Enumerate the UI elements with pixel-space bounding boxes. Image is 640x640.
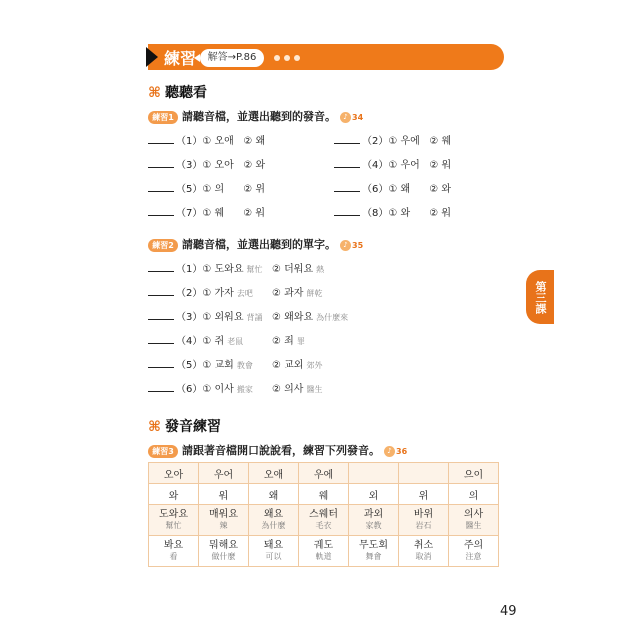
question-item[interactable]: （5）① 교회 教會 (148, 356, 253, 371)
table-cell: 봐요 看 (149, 536, 199, 567)
audio-icon[interactable]: ♪ (340, 240, 351, 251)
table-row (149, 536, 499, 567)
question-item[interactable]: （3）① 외워요 背誦 (148, 308, 263, 323)
section-listen-title: ⌘ 聽聽看 (148, 85, 207, 101)
exercise1-instruction-row: 練習1 請聽音檔，並選出聽到的發音。 ♪ 34 (148, 108, 363, 124)
pronunciation-table (148, 462, 499, 567)
question-option: ② 과자 餅乾 (272, 288, 323, 299)
table-cell: 뭐해요 做什麼 (199, 536, 249, 567)
question-item[interactable]: （5）① 의 ② 위 (148, 180, 265, 195)
question-item[interactable]: （6）① 왜 ② 와 (334, 180, 451, 195)
question-item[interactable]: （4）① 쥐 老鼠 (148, 332, 243, 347)
question-item[interactable]: （3）① 오아 ② 와 (148, 156, 265, 171)
table-cell: 스웨터 毛衣 (299, 505, 349, 536)
table-row (149, 505, 499, 536)
exercise-badge: 練習3 (148, 445, 178, 458)
decor-dot (294, 55, 300, 61)
table-cell: 취소 取消 (399, 536, 449, 567)
exercise-badge: 練習2 (148, 239, 178, 252)
table-cell: 오아 (149, 463, 199, 484)
command-icon: ⌘ (148, 85, 161, 101)
exercise3-instruction-row: 練習3 請跟著音檔開口說說看，練習下列發音。 ♪ 36 (148, 442, 407, 458)
chapter-side-tab[interactable]: 第三課 (526, 270, 554, 324)
practice-title: 練習 (164, 49, 197, 68)
play-arrow-icon (146, 47, 158, 67)
question-option: ② 왜와요 為什麼來 (272, 312, 349, 323)
table-cell: 위 (399, 484, 449, 505)
table-cell: 왜요 為什麼 (249, 505, 299, 536)
table-cell (399, 463, 449, 484)
audio-track: 36 (396, 447, 408, 456)
table-cell: 의 (449, 484, 499, 505)
command-icon: ⌘ (148, 419, 161, 435)
table-cell: 무도회 舞會 (349, 536, 399, 567)
table-cell: 우에 (299, 463, 349, 484)
table-cell (349, 463, 399, 484)
question-item[interactable]: （4）① 우어 ② 워 (334, 156, 451, 171)
decor-dot (274, 55, 280, 61)
audio-track: 34 (352, 113, 364, 122)
table-cell: 우어 (199, 463, 249, 484)
table-cell: 과외 家教 (349, 505, 399, 536)
question-option: ② 교외 郊外 (272, 360, 323, 371)
question-option: ② 의사 醫生 (272, 384, 323, 395)
question-item[interactable]: （2）① 가자 去吧 (148, 284, 253, 299)
table-cell: 궤도 軌道 (299, 536, 349, 567)
table-cell: 왜 (249, 484, 299, 505)
table-cell: 웨 (299, 484, 349, 505)
audio-icon[interactable]: ♪ (384, 446, 395, 457)
table-cell: 돼요 可以 (249, 536, 299, 567)
table-cell: 외 (349, 484, 399, 505)
decor-dot (284, 55, 290, 61)
question-item[interactable]: （2）① 우에 ② 웨 (334, 132, 451, 147)
exercise-badge: 練習1 (148, 111, 178, 124)
question-item[interactable]: （1）① 오애 ② 왜 (148, 132, 265, 147)
table-cell: 의사 醫生 (449, 505, 499, 536)
question-item[interactable]: （8）① 와 ② 워 (334, 204, 451, 219)
section-pronunciation-title: ⌘ 發音練習 (148, 419, 221, 435)
audio-icon[interactable]: ♪ (340, 112, 351, 123)
table-cell: 바위 岩石 (399, 505, 449, 536)
table-row (149, 463, 499, 484)
table-cell: 와 (149, 484, 199, 505)
table-cell: 오애 (249, 463, 299, 484)
table-cell: 워 (199, 484, 249, 505)
table-cell: 도와요 幫忙 (149, 505, 199, 536)
question-option: ② 더워요 熱 (272, 264, 325, 275)
question-item[interactable]: （6）① 이사 搬家 (148, 380, 253, 395)
table-cell: 으이 (449, 463, 499, 484)
question-item[interactable]: （1）① 도와요 幫忙 (148, 260, 263, 275)
question-option: ② 죄 罪 (272, 336, 305, 347)
table-cell: 매워요 辣 (199, 505, 249, 536)
exercise2-instruction-row: 練習2 請聽音檔，並選出聽到的單字。 ♪ 35 (148, 236, 363, 252)
table-cell: 주의 注意 (449, 536, 499, 567)
answer-reference-tag: 解答→P.86 (200, 49, 264, 67)
page-number: 49 (500, 604, 517, 619)
table-row (149, 484, 499, 505)
question-item[interactable]: （7）① 웨 ② 워 (148, 204, 265, 219)
audio-track: 35 (352, 241, 364, 250)
